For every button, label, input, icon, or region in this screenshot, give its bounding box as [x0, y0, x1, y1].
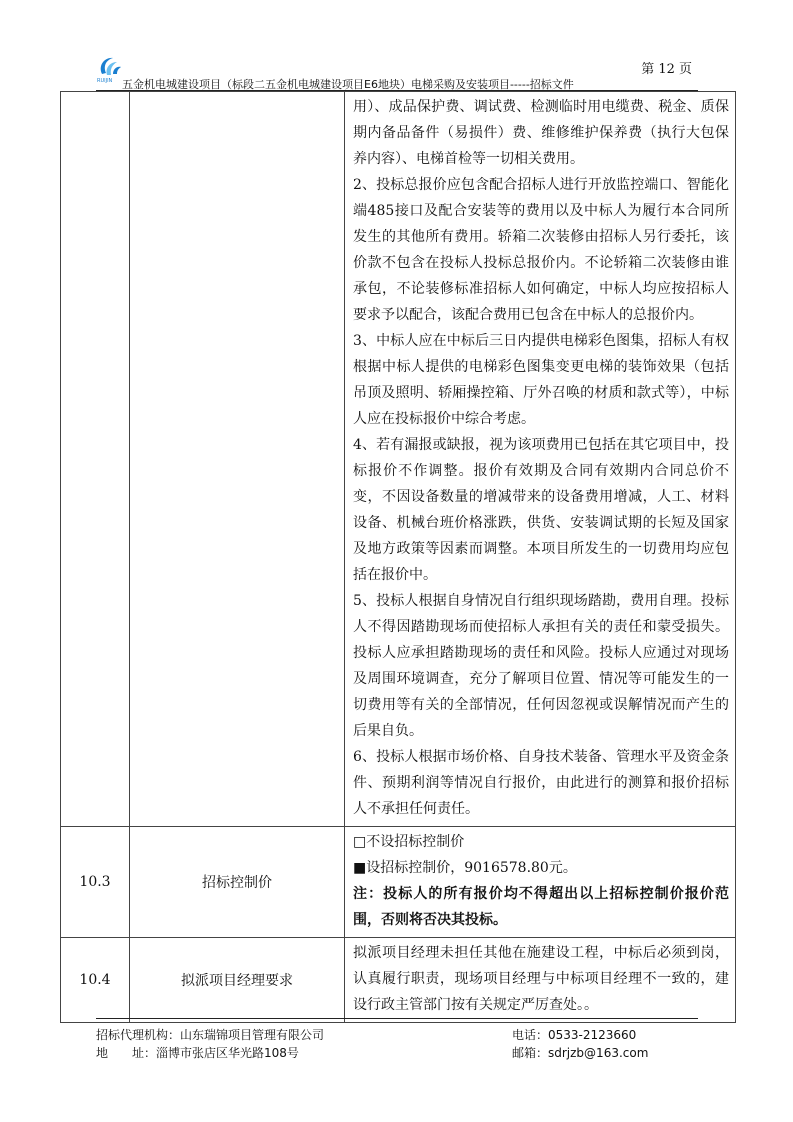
page-header: [96, 52, 698, 92]
page-footer: [96, 1018, 698, 1019]
agency-name: 招标代理机构：山东瑞锦项目管理有限公司: [96, 1028, 325, 1042]
content-paragraph: 用）、成品保护费、调试费、检测临时用电缆费、税金、质保期内备品备件（易损件）费、维修维护保养费（执行大包保养内容）、电梯首检等一切相关费用。: [353, 99, 729, 167]
row-number: 10.4: [61, 938, 130, 1023]
content-paragraph: 6、投标人根据市场价格、自身技术装备、管理水平及资金条件、预期利润等情况自行报价，由此进行的测算和报价招标人不承担任何责任。: [353, 749, 729, 817]
content-paragraph: 3、中标人应在中标后三日内提供电梯彩色图集，招标人有权根据中标人提供的电梯彩色图集变更电梯的装饰效果（包括吊顶及照明、轿厢操控箱、厅外召唤的材质和款式等），中标人应在投标报价中综合考虑。: [353, 333, 729, 427]
page-number: 第 12 页: [641, 62, 692, 77]
bid-info-table: [60, 91, 736, 1023]
control-price-note: 注：投标人的所有报价均不得超出以上招标控制价报价范围，否则将否决其投标。: [353, 886, 729, 928]
content-paragraph: 拟派项目经理未担任其他在施建设工程，中标后必须到岗，认真履行职责，现场项目经理与中标项目经理不一致的，建设行政主管部门按有关规定严厉查处。。: [353, 945, 729, 1013]
option-control-price: ■设招标控制价，9016578.80元。: [353, 860, 577, 876]
row-number-cell: [61, 92, 130, 827]
table-row-continued: [61, 92, 736, 827]
agency-email: 邮箱：sdrjzb@163.com: [512, 1046, 649, 1060]
svg-text:RUIJIN: RUIJIN: [97, 78, 113, 84]
option-no-control-price: □不设招标控制价: [353, 834, 465, 850]
document-title: 五金机电城建设项目（标段二五金机电城建设项目E6地块）电梯采购及安装项目-----招标文件: [122, 78, 574, 91]
row-item-label: 拟派项目经理要求: [130, 938, 345, 1023]
table-row-10-3: [61, 827, 736, 938]
row-item-label: 招标控制价: [130, 827, 345, 938]
agency-phone: 电话：0533-2123660: [512, 1028, 637, 1042]
row-content-cell: [345, 938, 736, 1023]
row-number: 10.3: [61, 827, 130, 938]
agency-address: 地 址：淄博市张店区华光路108号: [96, 1046, 299, 1060]
content-paragraph: 5、投标人根据自身情况自行组织现场踏勘，费用自理。投标人不得因踏勘现场而使招标人承担有关的责任和蒙受损失。投标人应承担踏勘现场的责任和风险。投标人应通过对现场及周围环境调查，充分了解项目位置、情况等可能发生的一切费用等有关的全部情况，任何因忽视或误解情况而产生的后果自负。: [353, 593, 729, 739]
row-content-cell: [345, 827, 736, 938]
row-item-cell: [130, 92, 345, 827]
table-row-10-4: [61, 938, 736, 1023]
content-paragraph: 2、投标总报价应包含配合招标人进行开放监控端口、智能化端485接口及配合安装等的费用以及中标人为履行本合同所发生的其他所有费用。轿箱二次装修由招标人另行委托，该价款不包含在投标人投标总报价内。不论轿箱二次装修由谁承包，不论装修标准招标人如何确定，中标人均应按招标人要求予以配合，该配合费用已包含在中标人的总报价内。: [353, 177, 729, 323]
row-content-cell: [345, 92, 736, 827]
content-paragraph: 4、若有漏报或缺报，视为该项费用已包括在其它项目中，投标报价不作调整。报价有效期及合同有效期内合同总价不变，不因设备数量的增减带来的设备费用增减，人工、材料设备、机械台班价格涨跌，供货、安装调试期的长短及国家及地方政策等因素而调整。本项目所发生的一切费用均应包括在报价中。: [353, 437, 729, 583]
